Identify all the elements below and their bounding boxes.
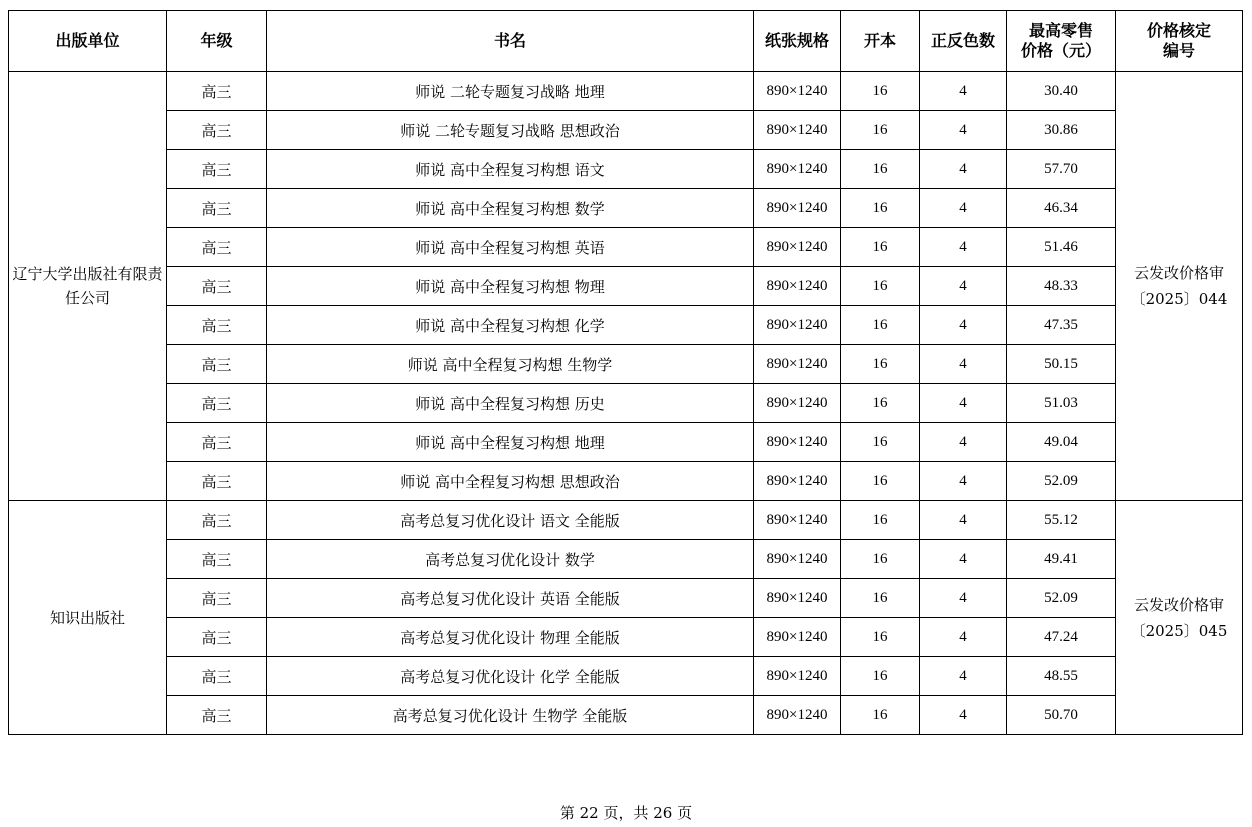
table-body xyxy=(9,72,1243,735)
table-row xyxy=(9,618,1243,657)
table-row xyxy=(9,657,1243,696)
grade-cell: 高三 xyxy=(167,657,267,696)
colors-cell: 4 xyxy=(920,384,1007,423)
title-cell: 高考总复习优化设计 物理 全能版 xyxy=(267,618,754,657)
approval-cell xyxy=(1116,501,1243,735)
format-cell: 16 xyxy=(841,189,920,228)
table-row xyxy=(9,228,1243,267)
table-row xyxy=(9,345,1243,384)
publisher-cell: 辽宁大学出版社有限责任公司 xyxy=(9,72,167,501)
grade-cell: 高三 xyxy=(167,462,267,501)
paper-cell: 890×1240 xyxy=(754,150,841,189)
paper-cell: 890×1240 xyxy=(754,384,841,423)
format-cell: 16 xyxy=(841,345,920,384)
colors-cell: 4 xyxy=(920,462,1007,501)
header-colors: 正反色数 xyxy=(920,11,1007,72)
table-row xyxy=(9,384,1243,423)
format-cell: 16 xyxy=(841,228,920,267)
colors-cell: 4 xyxy=(920,345,1007,384)
colors-cell: 4 xyxy=(920,423,1007,462)
table-row xyxy=(9,540,1243,579)
format-cell: 16 xyxy=(841,696,920,735)
price-cell: 48.55 xyxy=(1007,657,1116,696)
price-cell: 51.03 xyxy=(1007,384,1116,423)
title-cell: 师说 高中全程复习构想 英语 xyxy=(267,228,754,267)
paper-cell: 890×1240 xyxy=(754,657,841,696)
table-row xyxy=(9,189,1243,228)
approval-cell xyxy=(1116,72,1243,501)
table-row xyxy=(9,267,1243,306)
format-cell: 16 xyxy=(841,501,920,540)
format-cell: 16 xyxy=(841,462,920,501)
paper-cell: 890×1240 xyxy=(754,618,841,657)
approval-line2: 〔2025〕044 xyxy=(1130,290,1228,308)
header-grade: 年级 xyxy=(167,11,267,72)
paper-cell: 890×1240 xyxy=(754,540,841,579)
approval-line1: 云发改价格审 xyxy=(1133,595,1224,614)
publisher-cell: 知识出版社 xyxy=(9,501,167,735)
header-price-line2: 价格（元） xyxy=(1020,41,1101,60)
page-footer: 第 22 页，共 26 页 xyxy=(559,804,693,822)
grade-cell: 高三 xyxy=(167,111,267,150)
grade-cell: 高三 xyxy=(167,228,267,267)
title-cell: 师说 高中全程复习构想 语文 xyxy=(267,150,754,189)
colors-cell: 4 xyxy=(920,228,1007,267)
title-cell: 师说 二轮专题复习战略 思想政治 xyxy=(267,111,754,150)
header-price-line1: 最高零售 xyxy=(1028,21,1093,40)
table-row xyxy=(9,696,1243,735)
title-cell: 师说 高中全程复习构想 化学 xyxy=(267,306,754,345)
format-cell: 16 xyxy=(841,657,920,696)
grade-cell: 高三 xyxy=(167,345,267,384)
title-cell: 高考总复习优化设计 语文 全能版 xyxy=(267,501,754,540)
price-cell: 47.24 xyxy=(1007,618,1116,657)
header-paper: 纸张规格 xyxy=(754,11,841,72)
grade-cell: 高三 xyxy=(167,579,267,618)
table-row xyxy=(9,462,1243,501)
header-row xyxy=(9,11,1243,72)
price-cell: 57.70 xyxy=(1007,150,1116,189)
price-table xyxy=(8,10,1243,735)
grade-cell: 高三 xyxy=(167,540,267,579)
grade-cell: 高三 xyxy=(167,696,267,735)
header-approval-line2: 编号 xyxy=(1162,41,1195,60)
table-row xyxy=(9,423,1243,462)
title-cell: 师说 高中全程复习构想 历史 xyxy=(267,384,754,423)
format-cell: 16 xyxy=(841,306,920,345)
approval-line2: 〔2025〕045 xyxy=(1130,621,1228,640)
colors-cell: 4 xyxy=(920,111,1007,150)
price-cell: 52.09 xyxy=(1007,462,1116,501)
table-row xyxy=(9,306,1243,345)
title-cell: 高考总复习优化设计 英语 全能版 xyxy=(267,579,754,618)
header-title: 书名 xyxy=(267,11,754,72)
approval-line1: 云发改价格审 xyxy=(1133,264,1224,282)
price-cell: 50.15 xyxy=(1007,345,1116,384)
title-cell: 师说 高中全程复习构想 地理 xyxy=(267,423,754,462)
table-row xyxy=(9,72,1243,111)
paper-cell: 890×1240 xyxy=(754,111,841,150)
grade-cell: 高三 xyxy=(167,189,267,228)
paper-cell: 890×1240 xyxy=(754,228,841,267)
price-cell: 49.04 xyxy=(1007,423,1116,462)
paper-cell: 890×1240 xyxy=(754,423,841,462)
table-row xyxy=(9,501,1243,540)
format-cell: 16 xyxy=(841,111,920,150)
table-row xyxy=(9,111,1243,150)
price-cell: 48.33 xyxy=(1007,267,1116,306)
price-cell: 30.86 xyxy=(1007,111,1116,150)
paper-cell: 890×1240 xyxy=(754,579,841,618)
colors-cell: 4 xyxy=(920,150,1007,189)
header-price xyxy=(1007,11,1116,72)
price-cell: 49.41 xyxy=(1007,540,1116,579)
grade-cell: 高三 xyxy=(167,618,267,657)
paper-cell: 890×1240 xyxy=(754,501,841,540)
title-cell: 师说 高中全程复习构想 思想政治 xyxy=(267,462,754,501)
colors-cell: 4 xyxy=(920,696,1007,735)
header-format: 开本 xyxy=(841,11,920,72)
grade-cell: 高三 xyxy=(167,150,267,189)
format-cell: 16 xyxy=(841,540,920,579)
title-cell: 高考总复习优化设计 生物学 全能版 xyxy=(267,696,754,735)
title-cell: 师说 高中全程复习构想 生物学 xyxy=(267,345,754,384)
paper-cell: 890×1240 xyxy=(754,696,841,735)
format-cell: 16 xyxy=(841,72,920,111)
colors-cell: 4 xyxy=(920,72,1007,111)
format-cell: 16 xyxy=(841,579,920,618)
price-cell: 55.12 xyxy=(1007,501,1116,540)
colors-cell: 4 xyxy=(920,657,1007,696)
paper-cell: 890×1240 xyxy=(754,462,841,501)
header-approval-line1: 价格核定 xyxy=(1146,21,1211,40)
paper-cell: 890×1240 xyxy=(754,267,841,306)
format-cell: 16 xyxy=(841,423,920,462)
colors-cell: 4 xyxy=(920,579,1007,618)
grade-cell: 高三 xyxy=(167,384,267,423)
paper-cell: 890×1240 xyxy=(754,189,841,228)
price-cell: 52.09 xyxy=(1007,579,1116,618)
title-cell: 高考总复习优化设计 数学 xyxy=(267,540,754,579)
grade-cell: 高三 xyxy=(167,306,267,345)
grade-cell: 高三 xyxy=(167,423,267,462)
price-cell: 46.34 xyxy=(1007,189,1116,228)
colors-cell: 4 xyxy=(920,306,1007,345)
price-cell: 30.40 xyxy=(1007,72,1116,111)
price-cell: 50.70 xyxy=(1007,696,1116,735)
paper-cell: 890×1240 xyxy=(754,345,841,384)
colors-cell: 4 xyxy=(920,501,1007,540)
format-cell: 16 xyxy=(841,267,920,306)
grade-cell: 高三 xyxy=(167,501,267,540)
title-cell: 师说 高中全程复习构想 数学 xyxy=(267,189,754,228)
format-cell: 16 xyxy=(841,384,920,423)
price-cell: 51.46 xyxy=(1007,228,1116,267)
format-cell: 16 xyxy=(841,618,920,657)
paper-cell: 890×1240 xyxy=(754,306,841,345)
price-cell: 47.35 xyxy=(1007,306,1116,345)
table-row xyxy=(9,579,1243,618)
header-publisher: 出版单位 xyxy=(9,11,167,72)
grade-cell: 高三 xyxy=(167,72,267,111)
title-cell: 高考总复习优化设计 化学 全能版 xyxy=(267,657,754,696)
format-cell: 16 xyxy=(841,150,920,189)
colors-cell: 4 xyxy=(920,540,1007,579)
table-row xyxy=(9,150,1243,189)
grade-cell: 高三 xyxy=(167,267,267,306)
colors-cell: 4 xyxy=(920,267,1007,306)
colors-cell: 4 xyxy=(920,618,1007,657)
title-cell: 师说 二轮专题复习战略 地理 xyxy=(267,72,754,111)
title-cell: 师说 高中全程复习构想 物理 xyxy=(267,267,754,306)
colors-cell: 4 xyxy=(920,189,1007,228)
header-approval xyxy=(1116,11,1243,72)
paper-cell: 890×1240 xyxy=(754,72,841,111)
